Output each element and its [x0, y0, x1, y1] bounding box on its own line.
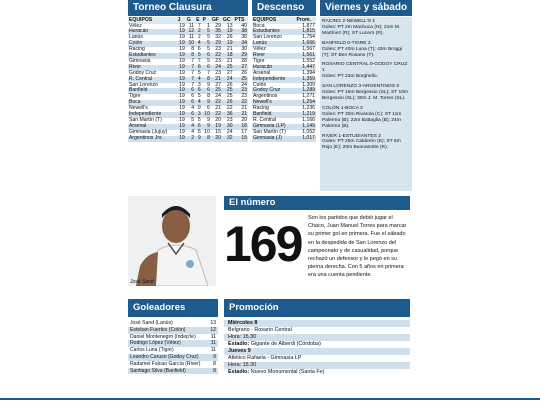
- stat-cell: 15: [234, 136, 248, 142]
- stat-cell: 28: [234, 59, 248, 65]
- numero-header: [224, 196, 410, 210]
- stat-cell: 21: [234, 112, 248, 118]
- scorer-name: Daniel Montenegro (Indep'te): [128, 334, 208, 341]
- stat-cell: 25: [222, 94, 234, 100]
- stat-cell: 4: [186, 124, 195, 130]
- team-name-cell: San Lorenzo: [128, 83, 177, 89]
- stat-cell: 19: [177, 47, 186, 53]
- match-teams: RIVER 1-ESTUDIANTES 2: [322, 133, 381, 139]
- stat-cell: 36: [222, 112, 234, 118]
- promo-hora1: Hora: 15.30: [224, 334, 410, 341]
- stat-cell: 26: [222, 35, 234, 41]
- stat-cell: 5: [202, 47, 211, 53]
- stat-cell: 20: [211, 136, 222, 142]
- team-name-cell: Gimnasia: [128, 59, 177, 65]
- stat-cell: 19: [177, 41, 186, 47]
- stat-cell: 29: [211, 24, 222, 30]
- stat-cell: 19: [177, 77, 186, 83]
- promo-estadio2-value: Nuevo Monumental (Santa Fe): [250, 369, 325, 375]
- goleadores-body: [128, 320, 218, 374]
- stat-cell: 19: [177, 53, 186, 59]
- stat-cell: 26: [234, 71, 248, 77]
- numero-value: 169: [224, 216, 302, 272]
- stat-cell: 19: [177, 112, 186, 118]
- team-name-cell: Independiente: [128, 112, 177, 118]
- stat-cell: 8: [202, 136, 211, 142]
- team-name-cell: Boca: [252, 24, 295, 30]
- team-name-cell: Boca: [128, 100, 177, 106]
- average-cell: 1,754: [295, 35, 316, 41]
- promo-estadio1-label: Estadio:: [228, 341, 250, 347]
- stat-cell: 6: [202, 53, 211, 59]
- clausura-col-header: GF: [211, 17, 222, 24]
- match-goals: Goles: PT 23m Borghello.: [322, 74, 378, 80]
- scorer-goals: 11: [208, 347, 218, 354]
- stat-cell: 6: [202, 88, 211, 94]
- match-item: [322, 84, 410, 102]
- scorer-goals: 12: [208, 327, 218, 334]
- scorer-goals: 9: [208, 354, 218, 361]
- stat-cell: 5: [195, 94, 202, 100]
- stat-cell: 23: [211, 47, 222, 53]
- stat-cell: 27: [234, 65, 248, 71]
- stat-cell: 2: [195, 35, 202, 41]
- scorer-name: Esteban Fuertes (Colón): [128, 327, 208, 334]
- promo-match1: Belgrano - Rosario Central: [228, 327, 292, 333]
- table-row: [128, 347, 218, 354]
- stat-cell: 12: [186, 29, 195, 35]
- stat-cell: 4: [195, 100, 202, 106]
- stat-cell: 22: [211, 100, 222, 106]
- clausura-col-header: PTS: [234, 17, 248, 24]
- numero-text: Son los partidos que debió jugar el Chaco, Juan Manuel Torres para marcar su primer gol en primera. Fue el sábado en la despedida de San Lorenzo del campeonato y de casualidad, porque rechazó un defensor y le pegó en su pierna derecha. Con 5 años en primera era una cuenta pendiente.: [308, 215, 407, 279]
- stat-cell: 19: [177, 24, 186, 30]
- team-name-cell: San Lorenzo: [252, 35, 295, 41]
- stat-cell: 22: [222, 106, 234, 112]
- stat-cell: 27: [211, 83, 222, 89]
- stat-cell: 8: [186, 53, 195, 59]
- player-photo: [128, 196, 216, 286]
- team-name-cell: R. Central: [128, 77, 177, 83]
- stat-cell: 20: [234, 118, 248, 124]
- descenso-body: [252, 24, 316, 142]
- stat-cell: 18: [234, 124, 248, 130]
- stat-cell: 23: [211, 71, 222, 77]
- viernes-title: Viernes y sábado: [325, 2, 408, 13]
- promo-estadio1-value: Gigante de Alberdi (Córdoba): [250, 341, 321, 347]
- clausura-col-header: G: [186, 17, 195, 24]
- average-cell: 1,149: [295, 124, 316, 130]
- stat-cell: 23: [234, 94, 248, 100]
- team-name-cell: Gimnasia (Jujuy): [128, 130, 177, 136]
- stat-cell: 7: [186, 71, 195, 77]
- promo-day2-text: Jueves 9: [228, 348, 251, 354]
- descenso-header: [252, 0, 316, 16]
- team-name-cell: San Martín (T): [252, 130, 295, 136]
- stat-cell: 5: [202, 29, 211, 35]
- stat-cell: 5: [195, 71, 202, 77]
- goleadores-table: [128, 320, 218, 374]
- average-cell: 1,447: [295, 65, 316, 71]
- stat-cell: 29: [211, 41, 222, 47]
- team-name-cell: Gimnasia (J): [252, 136, 295, 142]
- team-name-cell: Banfield: [252, 112, 295, 118]
- team-name-cell: Lanús: [128, 35, 177, 41]
- table-row: [128, 354, 218, 361]
- stat-cell: 22: [211, 112, 222, 118]
- promo-hora2: Hora: 15.30: [224, 362, 410, 369]
- promo-day1-text: Miércoles 8: [228, 320, 258, 326]
- stat-cell: 19: [177, 35, 186, 41]
- stat-cell: 25: [222, 88, 234, 94]
- team-name-cell: Independiente: [252, 77, 295, 83]
- stat-cell: 11: [186, 24, 195, 30]
- table-row: [128, 334, 218, 341]
- stat-cell: 38: [234, 29, 248, 35]
- team-name-cell: Godoy Cruz: [252, 88, 295, 94]
- stat-cell: 40: [234, 24, 248, 30]
- table-row: [128, 340, 218, 347]
- stat-cell: 15: [211, 130, 222, 136]
- team-name-cell: Vélez: [252, 47, 295, 53]
- stat-cell: 8: [186, 47, 195, 53]
- goleadores-table-wrap: [128, 320, 218, 374]
- match-item: [322, 106, 410, 130]
- stat-cell: 30: [222, 124, 234, 130]
- stat-cell: 24: [234, 83, 248, 89]
- stat-cell: 19: [177, 65, 186, 71]
- viernes-list: [320, 17, 412, 191]
- stat-cell: 10: [186, 41, 195, 47]
- stat-cell: 25: [234, 77, 248, 83]
- team-name-cell: R. Central: [252, 118, 295, 124]
- team-name-cell: River: [128, 65, 177, 71]
- stat-cell: 19: [177, 136, 186, 142]
- promocion-body: [224, 320, 410, 376]
- stat-cell: 6: [202, 65, 211, 71]
- stat-cell: 29: [234, 53, 248, 59]
- stat-cell: 8: [202, 94, 211, 100]
- promo-estadio2-label: Estadio:: [228, 369, 250, 375]
- table-row: [128, 327, 218, 334]
- photo-caption: José Sand: [130, 279, 154, 285]
- stat-cell: 9: [202, 100, 211, 106]
- scorer-goals: 11: [208, 334, 218, 341]
- average-cell: 1,359: [295, 77, 316, 83]
- team-name-cell: Newell's: [128, 106, 177, 112]
- stat-cell: 32: [211, 35, 222, 41]
- promo-estadio2: [224, 369, 410, 376]
- stat-cell: 3: [195, 83, 202, 89]
- average-cell: 1,017: [295, 136, 316, 142]
- scorer-name: Carlos Luna (Tigre): [128, 347, 208, 354]
- stat-cell: 11: [186, 35, 195, 41]
- promo-estadio1: [224, 341, 410, 348]
- stat-cell: 23: [234, 88, 248, 94]
- team-name-cell: Lanús: [252, 41, 295, 47]
- match-goals: Goles: PT 2m Machuca (N); 21m M. Martínez (R); ST Lucero (R).: [322, 24, 401, 36]
- stat-cell: 9: [202, 83, 211, 89]
- team-name-cell: Racing: [128, 47, 177, 53]
- team-name-cell: Argentinos Jrs.: [128, 136, 177, 142]
- clausura-col-header: GC: [222, 17, 234, 24]
- stat-cell: 6: [186, 112, 195, 118]
- stat-cell: 19: [177, 94, 186, 100]
- stat-cell: 24: [222, 77, 234, 83]
- team-name-cell: Colón: [128, 41, 177, 47]
- stat-cell: 9: [202, 124, 211, 130]
- team-name-cell: Gimnasia (LP): [252, 124, 295, 130]
- team-name-cell: Argentinos: [252, 94, 295, 100]
- average-cell: 1,552: [295, 59, 316, 65]
- scorer-goals: 8: [208, 368, 218, 375]
- match-teams: SAN LORENZO 3-ARGENTINOS 0: [322, 84, 400, 90]
- match-item: [322, 19, 410, 37]
- table-row: [128, 136, 248, 142]
- stat-cell: 19: [177, 88, 186, 94]
- stat-cell: 6: [195, 65, 202, 71]
- stat-cell: 10: [202, 112, 211, 118]
- average-cell: 1,166: [295, 118, 316, 124]
- descenso-table: [252, 17, 316, 142]
- match-goals: Goles: PT 15m Bergessio (SL); ST 10m Bergessio (SL); 30m J. M. Torres (SL).: [322, 90, 408, 101]
- match-item: [322, 41, 410, 59]
- scorer-name: José Sand (Lanús): [128, 320, 208, 327]
- descenso-table-wrap: [252, 17, 316, 142]
- team-name-cell: Estudiantes: [252, 29, 295, 35]
- match-goals: Goles: PT 30m Rivarola (C); ST 11m Palermo (B); 22m Battaglia (B); 24m Palermo (B).: [322, 111, 402, 129]
- match-item: [322, 62, 410, 80]
- team-name-cell: Arsenal: [128, 124, 177, 130]
- scorer-name: Rodrigo López (Vélez): [128, 340, 208, 347]
- scorer-goals: 8: [208, 361, 218, 368]
- stat-cell: 4: [186, 130, 195, 136]
- viernes-header: [320, 0, 412, 16]
- scorer-goals: 11: [208, 340, 218, 347]
- stat-cell: 7: [195, 24, 202, 30]
- stat-cell: 19: [177, 100, 186, 106]
- stat-cell: 19: [177, 106, 186, 112]
- stat-cell: 7: [202, 71, 211, 77]
- stat-cell: 30: [234, 47, 248, 53]
- stat-cell: 13: [222, 24, 234, 30]
- team-name-cell: Banfield: [128, 88, 177, 94]
- stat-cell: 19: [211, 124, 222, 130]
- stat-cell: 23: [222, 118, 234, 124]
- stat-cell: 7: [186, 65, 195, 71]
- stat-cell: 21: [211, 77, 222, 83]
- clausura-header: [128, 0, 248, 16]
- goleadores-title: Goleadores: [133, 302, 186, 313]
- descenso-col-header: EQUIPOS: [252, 17, 295, 24]
- average-cell: 1,289: [295, 88, 316, 94]
- average-cell: 1,219: [295, 112, 316, 118]
- stat-cell: 4: [195, 41, 202, 47]
- stat-cell: 26: [222, 100, 234, 106]
- match-teams: RACING 2-NEWELL'S 1: [322, 19, 376, 24]
- average-cell: 1,561: [295, 53, 316, 59]
- scorer-goals: 13: [208, 320, 218, 327]
- clausura-col-header: E: [195, 17, 202, 24]
- team-name-cell: Vélez: [128, 24, 177, 30]
- stat-cell: 21: [211, 106, 222, 112]
- match-goals: Goles: PT 25m Calderón (E); ST 5m Rojo (E); 20m Buonanotte (R).: [322, 139, 401, 151]
- stat-cell: 2: [186, 136, 195, 142]
- promocion-header: [224, 299, 410, 317]
- match-item: [322, 134, 410, 152]
- stat-cell: 24: [222, 130, 234, 136]
- team-name-cell: Racing: [252, 106, 295, 112]
- team-name-cell: River: [252, 53, 295, 59]
- match-teams: COLÓN 1-BOCA 3: [322, 105, 363, 111]
- stat-cell: 9: [202, 118, 211, 124]
- promo-day1: [224, 320, 410, 327]
- stat-cell: 5: [202, 41, 211, 47]
- descenso-title: Descenso: [257, 2, 305, 13]
- stat-cell: 3: [195, 112, 202, 118]
- stat-cell: 19: [177, 59, 186, 65]
- stat-cell: 35: [211, 29, 222, 35]
- stat-cell: 5: [202, 35, 211, 41]
- goleadores-header: [128, 299, 218, 317]
- table-row: [252, 136, 316, 142]
- stat-cell: 5: [195, 53, 202, 59]
- stat-cell: 4: [195, 77, 202, 83]
- stat-cell: 17: [234, 130, 248, 136]
- clausura-col-header: EQUIPOS: [128, 17, 177, 24]
- stat-cell: 19: [177, 124, 186, 130]
- team-name-cell: Arsenal: [252, 71, 295, 77]
- stat-cell: 2: [195, 29, 202, 35]
- team-name-cell: Estudiantes: [128, 53, 177, 59]
- descenso-col-header: Prom.: [295, 17, 316, 24]
- stat-cell: 6: [202, 106, 211, 112]
- team-name-cell: Newell's: [252, 100, 295, 106]
- clausura-table: [128, 17, 248, 142]
- average-cell: 1,815: [295, 29, 316, 35]
- stat-cell: 6: [195, 47, 202, 53]
- stat-cell: 24: [211, 94, 222, 100]
- team-name-cell: Huracán: [128, 29, 177, 35]
- stat-cell: 5: [186, 118, 195, 124]
- stat-cell: 5: [202, 59, 211, 65]
- stat-cell: 7: [195, 59, 202, 65]
- stat-cell: 5: [195, 130, 202, 136]
- numero-title: El número: [229, 197, 276, 208]
- table-row: [128, 320, 218, 327]
- stat-cell: 24: [211, 65, 222, 71]
- scorer-name: Leandro Caruso (Godoy Cruz): [128, 354, 208, 361]
- stat-cell: 10: [202, 130, 211, 136]
- team-name-cell: San Martín (T): [128, 118, 177, 124]
- stat-cell: 6: [195, 124, 202, 130]
- scorer-name: Radamel Falcao García (River): [128, 361, 208, 368]
- stat-cell: 8: [202, 77, 211, 83]
- stat-cell: 19: [177, 71, 186, 77]
- clausura-col-header: P: [202, 17, 211, 24]
- average-cell: 1,236: [295, 106, 316, 112]
- stat-cell: 19: [177, 118, 186, 124]
- clausura-title: Torneo Clausura: [133, 2, 212, 13]
- stat-cell: 7: [186, 83, 195, 89]
- team-name-cell: Huracán: [252, 65, 295, 71]
- promocion-title: Promoción: [229, 302, 279, 313]
- average-cell: 1,254: [295, 100, 316, 106]
- team-name-cell: Tigre: [252, 59, 295, 65]
- stat-cell: 7: [186, 77, 195, 83]
- stat-cell: 6: [186, 100, 195, 106]
- match-teams: ROSARIO CENTRAL 0-GODOY CRUZ 1: [322, 62, 408, 74]
- stat-cell: 19: [177, 83, 186, 89]
- average-cell: 1,666: [295, 41, 316, 47]
- promo-day2: [224, 348, 410, 355]
- stat-cell: 5: [195, 118, 202, 124]
- stat-cell: 20: [211, 118, 222, 124]
- stat-cell: 26: [222, 83, 234, 89]
- average-cell: 1,877: [295, 24, 316, 30]
- stat-cell: 4: [186, 106, 195, 112]
- stat-cell: 6: [186, 94, 195, 100]
- stat-cell: 6: [195, 88, 202, 94]
- stat-cell: 21: [234, 106, 248, 112]
- clausura-col-header: J: [177, 17, 186, 24]
- stat-cell: 18: [222, 53, 234, 59]
- stat-cell: 19: [222, 41, 234, 47]
- stat-cell: 25: [211, 88, 222, 94]
- average-cell: 1,309: [295, 83, 316, 89]
- average-cell: 1,394: [295, 71, 316, 77]
- stat-cell: 22: [211, 53, 222, 59]
- stat-cell: 6: [186, 88, 195, 94]
- promo-match2: Atlético Rafaela - Gimnasia LP: [228, 355, 302, 361]
- average-cell: 1,052: [295, 130, 316, 136]
- player-photo-svg: [128, 196, 216, 286]
- stat-cell: 19: [222, 29, 234, 35]
- table-row: [128, 368, 218, 375]
- stat-cell: 19: [177, 29, 186, 35]
- stat-cell: 7: [186, 59, 195, 65]
- clausura-table-wrap: [128, 17, 248, 142]
- average-cell: 1,567: [295, 47, 316, 53]
- average-cell: 1,271: [295, 94, 316, 100]
- scorer-name: Santiago Silva (Banfield): [128, 368, 208, 375]
- stat-cell: 22: [234, 100, 248, 106]
- stat-cell: 1: [202, 24, 211, 30]
- stat-cell: 19: [177, 130, 186, 136]
- match-teams: BANFIELD 0-TIGRE 3: [322, 40, 371, 46]
- team-name-cell: Colón: [252, 83, 295, 89]
- table-row: [128, 361, 218, 368]
- clausura-body: [128, 24, 248, 142]
- stat-cell: 25: [222, 65, 234, 71]
- bottom-rule: [0, 398, 540, 400]
- stat-cell: 21: [222, 59, 234, 65]
- stat-cell: 23: [211, 59, 222, 65]
- stat-cell: 32: [222, 136, 234, 142]
- match-goals: Goles: PT 40m Luna (T); 43m Broggi (T); ST Ben Rosano (T).: [322, 46, 403, 58]
- stat-cell: 9: [195, 136, 202, 142]
- stat-cell: 38: [234, 35, 248, 41]
- stat-cell: 27: [222, 71, 234, 77]
- stat-cell: 21: [222, 47, 234, 53]
- stat-cell: 9: [195, 106, 202, 112]
- team-name-cell: Godoy Cruz: [128, 71, 177, 77]
- team-name-cell: Tigre: [128, 94, 177, 100]
- stat-cell: 34: [234, 41, 248, 47]
